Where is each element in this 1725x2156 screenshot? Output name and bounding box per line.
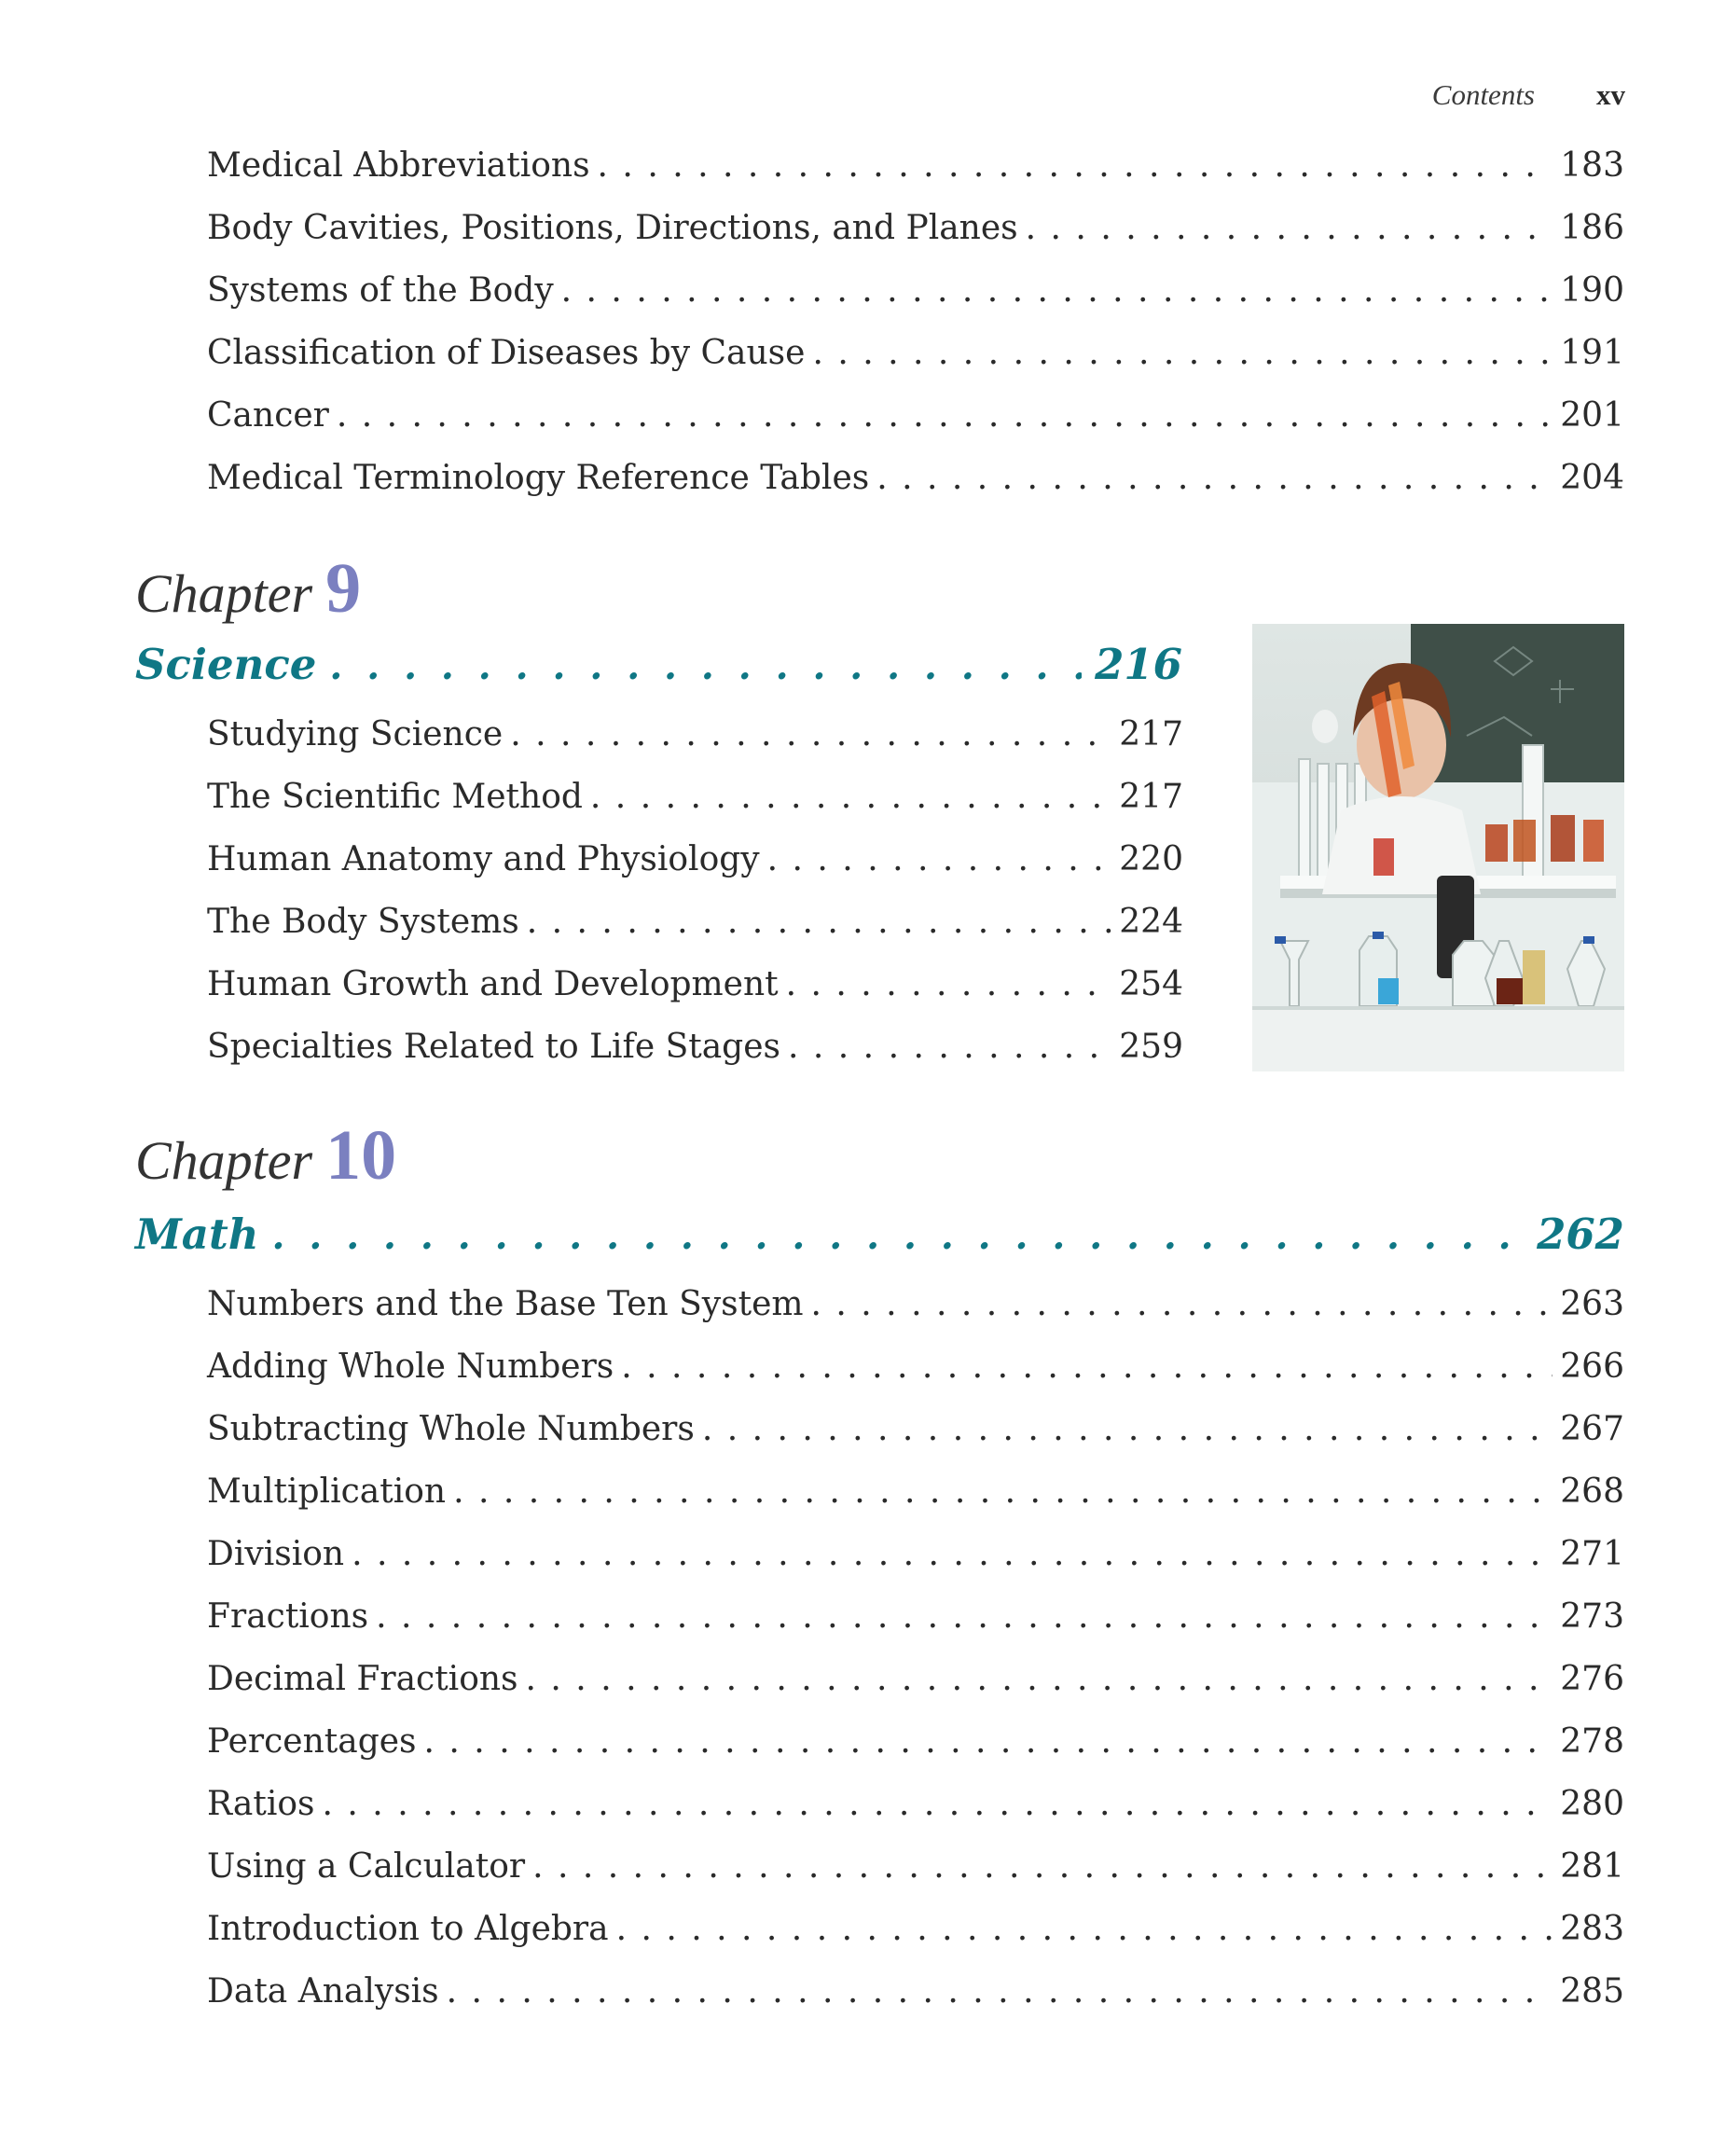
chapter9-label: Chapter (135, 563, 313, 624)
dot-leader (786, 965, 1112, 1003)
toc-entry-page: 266 (1560, 1348, 1624, 1386)
dot-leader (590, 778, 1111, 816)
dot-leader (337, 396, 1552, 435)
running-head (1432, 78, 1625, 112)
dot-leader (767, 840, 1112, 878)
toc-entry-title: Fractions (207, 1597, 369, 1636)
toc-entry-page: 276 (1560, 1660, 1624, 1698)
toc-entry-title: Using a Calculator (207, 1847, 526, 1886)
toc-entry[interactable] (207, 965, 1183, 1028)
toc-entry-page: 224 (1119, 903, 1183, 941)
toc-entry[interactable] (207, 1847, 1624, 1910)
toc-entry[interactable] (207, 396, 1624, 459)
toc-entry-page: 190 (1560, 271, 1624, 310)
chapter9-heading (135, 548, 361, 629)
running-head-page-number: xv (1596, 78, 1625, 111)
dot-leader (323, 1785, 1553, 1823)
dot-leader (532, 1847, 1552, 1886)
chapter10-title-entry[interactable] (135, 1209, 1624, 1275)
chapter10-entry-list (207, 1285, 1624, 2035)
dot-leader (811, 1285, 1553, 1323)
dot-leader (329, 644, 1082, 688)
toc-entry-page: 186 (1560, 209, 1624, 247)
toc-entry-title: Introduction to Algebra (207, 1910, 609, 1948)
toc-entry-title: Data Analysis (207, 1972, 439, 2011)
toc-entry[interactable] (207, 334, 1624, 396)
toc-entry-page: 254 (1119, 965, 1183, 1003)
chapter8-entry-list (207, 146, 1624, 521)
dot-leader (376, 1597, 1552, 1636)
toc-entry-title: Percentages (207, 1722, 417, 1761)
toc-entry-page: 259 (1119, 1028, 1183, 1066)
toc-entry-page: 220 (1119, 840, 1183, 878)
dot-leader (598, 146, 1553, 185)
dot-leader (526, 1660, 1553, 1698)
dot-leader (424, 1722, 1553, 1761)
toc-entry-page: 183 (1560, 146, 1624, 185)
toc-entry[interactable] (207, 1410, 1624, 1472)
toc-entry-title: Ratios (207, 1785, 315, 1823)
toc-entry-page: 263 (1560, 1285, 1624, 1323)
dot-leader (1026, 209, 1553, 247)
toc-entry[interactable] (207, 1028, 1183, 1090)
toc-entry-page: 217 (1119, 778, 1183, 816)
toc-entry[interactable] (207, 1972, 1624, 2035)
toc-entry[interactable] (207, 1348, 1624, 1410)
toc-entry[interactable] (207, 209, 1624, 271)
dot-leader (271, 1214, 1524, 1258)
lab-scientist-photo (1252, 624, 1624, 1071)
toc-entry[interactable] (207, 778, 1183, 840)
toc-entry[interactable] (207, 1660, 1624, 1722)
chapter10-label: Chapter (135, 1130, 313, 1191)
toc-entry-page: 278 (1560, 1722, 1624, 1761)
toc-entry-page: 267 (1560, 1410, 1624, 1448)
toc-entry[interactable] (207, 1535, 1624, 1597)
toc-entry[interactable] (207, 459, 1624, 521)
toc-entry-title: Adding Whole Numbers (207, 1348, 614, 1386)
toc-entry-title: Numbers and the Base Ten System (207, 1285, 804, 1323)
toc-entry-title: Studying Science (207, 715, 504, 753)
toc-entry-title: Multiplication (207, 1472, 447, 1511)
dot-leader (702, 1410, 1552, 1448)
chapter9-number: 9 (325, 549, 362, 628)
toc-entry-title: Classification of Diseases by Cause (207, 334, 806, 372)
toc-entry-page: 271 (1560, 1535, 1624, 1573)
toc-entry[interactable] (207, 1722, 1624, 1785)
toc-entry-title: Systems of the Body (207, 271, 554, 310)
toc-entry-title: Decimal Fractions (207, 1660, 518, 1698)
toc-entry-page: 273 (1560, 1597, 1624, 1636)
toc-entry-title: The Scientific Method (207, 778, 583, 816)
toc-entry-page: 285 (1560, 1972, 1624, 2011)
toc-entry-title: Human Anatomy and Physiology (207, 840, 760, 878)
running-head-title: Contents (1431, 78, 1535, 111)
chapter10-page: 262 (1537, 1209, 1624, 1259)
toc-entry-title: Subtracting Whole Numbers (207, 1410, 695, 1448)
toc-entry[interactable] (207, 1910, 1624, 1972)
toc-entry-title: Division (207, 1535, 345, 1573)
dot-leader (876, 459, 1552, 497)
toc-entry-page: 281 (1560, 1847, 1624, 1886)
chapter10-number: 10 (325, 1116, 397, 1195)
toc-entry[interactable] (207, 715, 1183, 778)
dot-leader (561, 271, 1553, 310)
toc-entry-page: 204 (1560, 459, 1624, 497)
dot-leader (616, 1910, 1553, 1948)
toc-entry-title: Human Growth and Development (207, 965, 779, 1003)
chapter10-heading (135, 1115, 396, 1196)
toc-entry-title: Medical Abbreviations (207, 146, 590, 185)
chapter9-title-entry[interactable] (135, 640, 1182, 705)
toc-entry-title: Body Cavities, Positions, Directions, and Planes (207, 209, 1018, 247)
toc-entry[interactable] (207, 840, 1183, 903)
chapter9-title: Science (135, 640, 317, 689)
toc-entry[interactable] (207, 1285, 1624, 1348)
toc-entry-page: 280 (1560, 1785, 1624, 1823)
toc-entry[interactable] (207, 1785, 1624, 1847)
toc-entry-page: 268 (1560, 1472, 1624, 1511)
chapter10-title: Math (135, 1209, 259, 1259)
dot-leader (510, 715, 1111, 753)
toc-entry-title: Specialties Related to Life Stages (207, 1028, 781, 1066)
chapter9-entry-list (207, 715, 1183, 1090)
dot-leader (788, 1028, 1111, 1066)
toc-entry-title: The Body Systems (207, 903, 519, 941)
toc-entry[interactable] (207, 146, 1624, 209)
toc-entry[interactable] (207, 903, 1183, 965)
dot-leader (621, 1348, 1552, 1386)
toc-entry[interactable] (207, 1597, 1624, 1660)
dot-leader (352, 1535, 1552, 1573)
toc-entry-page: 283 (1560, 1910, 1624, 1948)
toc-entry-page: 191 (1560, 334, 1624, 372)
toc-entry[interactable] (207, 271, 1624, 334)
dot-leader (447, 1972, 1553, 2011)
toc-entry-page: 217 (1119, 715, 1183, 753)
toc-entry-title: Medical Terminology Reference Tables (207, 459, 870, 497)
dot-leader (812, 334, 1552, 372)
toc-entry-title: Cancer (207, 396, 329, 435)
toc-entry-page: 201 (1560, 396, 1624, 435)
dot-leader (527, 903, 1112, 941)
dot-leader (453, 1472, 1552, 1511)
chapter9-page: 216 (1095, 640, 1182, 689)
toc-entry[interactable] (207, 1472, 1624, 1535)
